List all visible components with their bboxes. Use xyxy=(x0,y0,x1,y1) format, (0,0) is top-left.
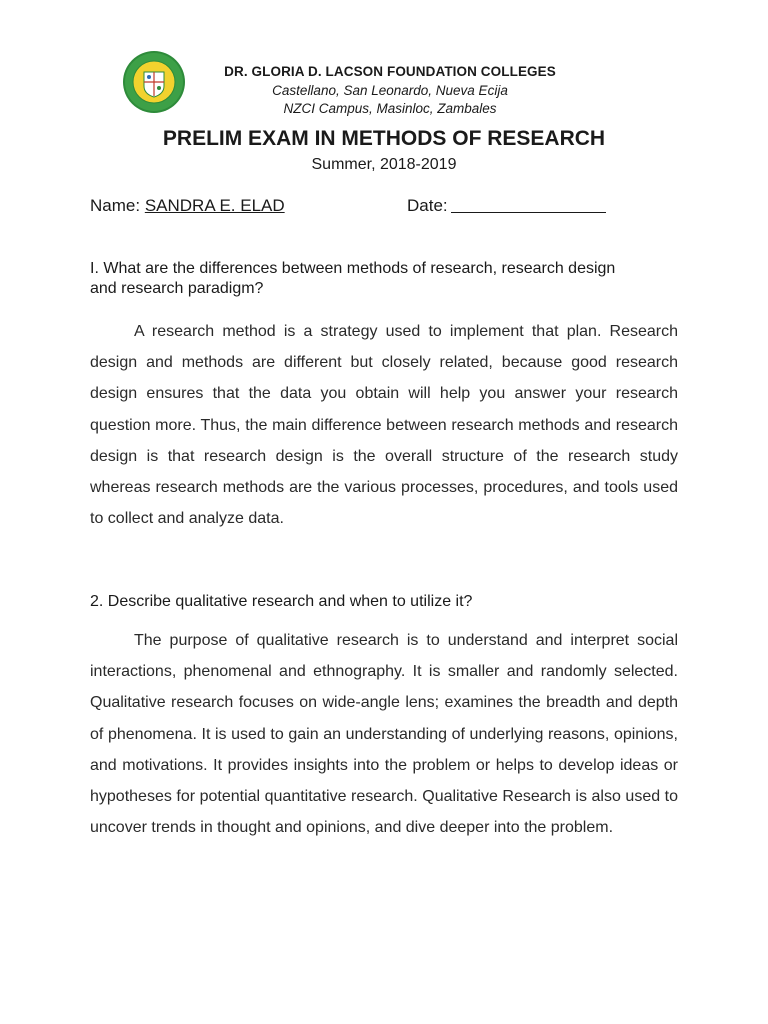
exam-title: PRELIM EXAM IN METHODS OF RESEARCH xyxy=(162,127,606,150)
answer-2: The purpose of qualitative research is to understand and interpret social interactions, phenomenal and ethnography. It is smaller and randomly selected. Qualitative research focuses on wide-angle lens; examines the breadth and depth of phenomena. It is used to gain an understanding of underlying reasons, opinions, and motivations. It provides insights into the problem or helps to develop ideas or hypotheses for potential quantitative research. Qualitative Research is also used to uncover trends in thought and opinions, and dive deeper into the problem. xyxy=(90,632,678,837)
exam-term: Summer, 2018-2019 xyxy=(311,156,457,173)
address-line-2: NZCI Campus, Masinloc, Zambales xyxy=(283,101,497,116)
school-name: DR. GLORIA D. LACSON FOUNDATION COLLEGES xyxy=(224,64,556,79)
school-seal-logo xyxy=(122,50,186,114)
question-2: 2. Describe qualitative research and when to utilize it? xyxy=(90,593,473,610)
name-label: Name: xyxy=(90,196,141,215)
name-field xyxy=(90,196,285,216)
date-blank-line xyxy=(451,196,606,213)
date-label: Date: xyxy=(407,196,448,215)
date-field xyxy=(407,196,606,216)
answer-1: A research method is a strategy used to implement that plan. Research design and methods are different but closely related, because good research design ensures that the data you obtain will help you answer your research question more. Thus, the main difference between research methods and research design is that research design is the overall structure of the research study whereas research methods are the various processes, procedures, and tools used to collect and analyze data. xyxy=(90,323,678,528)
address-line-1: Castellano, San Leonardo, Nueva Ecija xyxy=(272,83,508,98)
question-1: I. What are the differences between methods of research, research design and research paradigm? xyxy=(90,260,616,297)
name-value: SANDRA E. ELAD xyxy=(144,196,285,215)
